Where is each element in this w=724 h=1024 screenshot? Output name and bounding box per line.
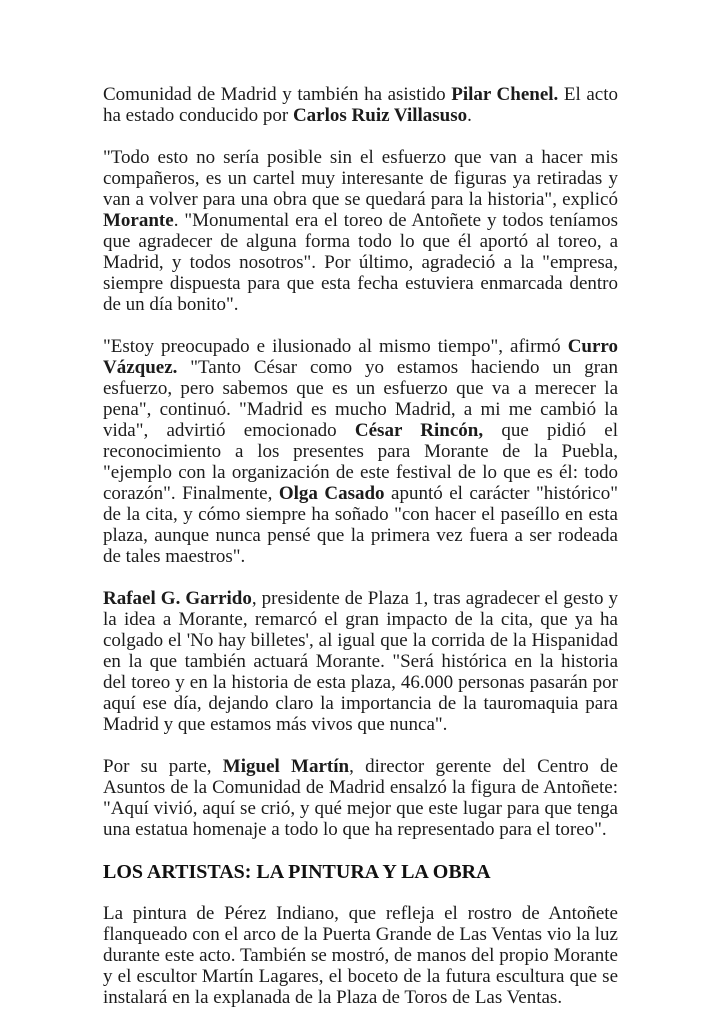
paragraph-curro-cesar-olga: [103, 336, 618, 567]
text-run: .: [467, 105, 472, 126]
text-run: , presidente de Plaza 1, tras agradecer el gesto y la idea a Morante, remarcó el gran impacto de la cita, que ya ha colgado el 'No hay billetes', al igual que la corrida de la Hispanidad en la que también actuará Morante. "Será histórica en la historia del toreo y en la historia de esta plaza, 46.000 personas pasarán por aquí ese día, dejando claro la importancia de la tauromaquia para Madrid y que estamos más vivos que nunca".: [103, 588, 618, 735]
bold-name-morante: Morante: [103, 210, 174, 231]
bold-name-pilar-chenel: Pilar Chenel.: [451, 84, 559, 105]
paragraph-intro: [103, 84, 618, 126]
text-run: , director gerente del Centro de Asuntos de la Comunidad de Madrid ensalzó la figura de Antoñete: "Aquí vivió, aquí se crió, y qué mejor que este lugar para que tenga una estatua homenaje a todo lo que ha representado para el toreo".: [103, 756, 618, 840]
paragraph-artistas: [103, 903, 618, 1008]
text-run: "Todo esto no sería posible sin el esfuerzo que van a hacer mis compañeros, es un cartel muy interesante de figuras ya retiradas y van a volver para una obra que se quedará para la historia", explicó: [103, 147, 618, 210]
text-run: que pidió el reconocimiento a los presentes para Morante de la Puebla, "ejemplo con la organización de este festival de lo que es él: todo corazón". Finalmente,: [103, 420, 619, 504]
paragraph-garrido: [103, 588, 618, 735]
text-run: Por su parte,: [103, 756, 223, 777]
text-run: . "Monumental era el toreo de Antoñete y todos teníamos que agradecer de alguna forma todo lo que él aportó al toreo, a Madrid, y todos nosotros". Por último, agradeció a la "empresa, siempre dispuesta para que esta fecha estuviera enmarcada dentro de un día bonito".: [103, 210, 618, 315]
bold-name-cesar-rincon: César Rincón,: [354, 420, 484, 441]
text-run: El acto ha estado conducido por: [103, 84, 618, 126]
section-heading-los-artistas: LOS ARTISTAS: LA PINTURA Y LA OBRA: [103, 861, 491, 883]
text-run: La pintura de Pérez Indiano, que refleja el rostro de Antoñete flanqueado con el arco de la Puerta Grande de Las Ventas vio la luz durante este acto. También se mostró, de manos del propio Morante y el escultor Martín Lagares, el boceto de la futura escultura que se instalará en la explanada de la Plaza de Toros de Las Ventas.: [103, 903, 618, 1008]
text-run: apuntó el carácter "histórico" de la cita, y cómo siempre ha soñado "con hacer el paseíllo en esta plaza, aunque nunca pensé que la primera vez fuera a ser rodeada de tales maestros".: [103, 483, 618, 567]
paragraph-miguel-martin: [103, 756, 618, 840]
text-run: Comunidad de Madrid y también ha asistido: [103, 84, 452, 105]
text-run: "Tanto César como yo estamos haciendo un gran esfuerzo, pero sabemos que es un esfuerzo que va a merecer la pena", continuó. "Madrid es mucho Madrid, a mi me cambió la vida", advirtió emocionado: [103, 357, 618, 441]
bold-name-curro-vazquez: Curro Vázquez.: [103, 336, 618, 378]
bold-name-rafael-garrido: Rafael G. Garrido: [103, 588, 252, 609]
paragraph-morante-quote: [103, 147, 618, 315]
bold-name-carlos-ruiz-villasuso: Carlos Ruiz Villasuso: [292, 105, 468, 126]
bold-name-olga-casado: Olga Casado: [278, 483, 385, 504]
bold-name-miguel-martin: Miguel Martín: [222, 756, 350, 777]
text-run: "Estoy preocupado e ilusionado al mismo tiempo", afirmó: [103, 336, 568, 357]
